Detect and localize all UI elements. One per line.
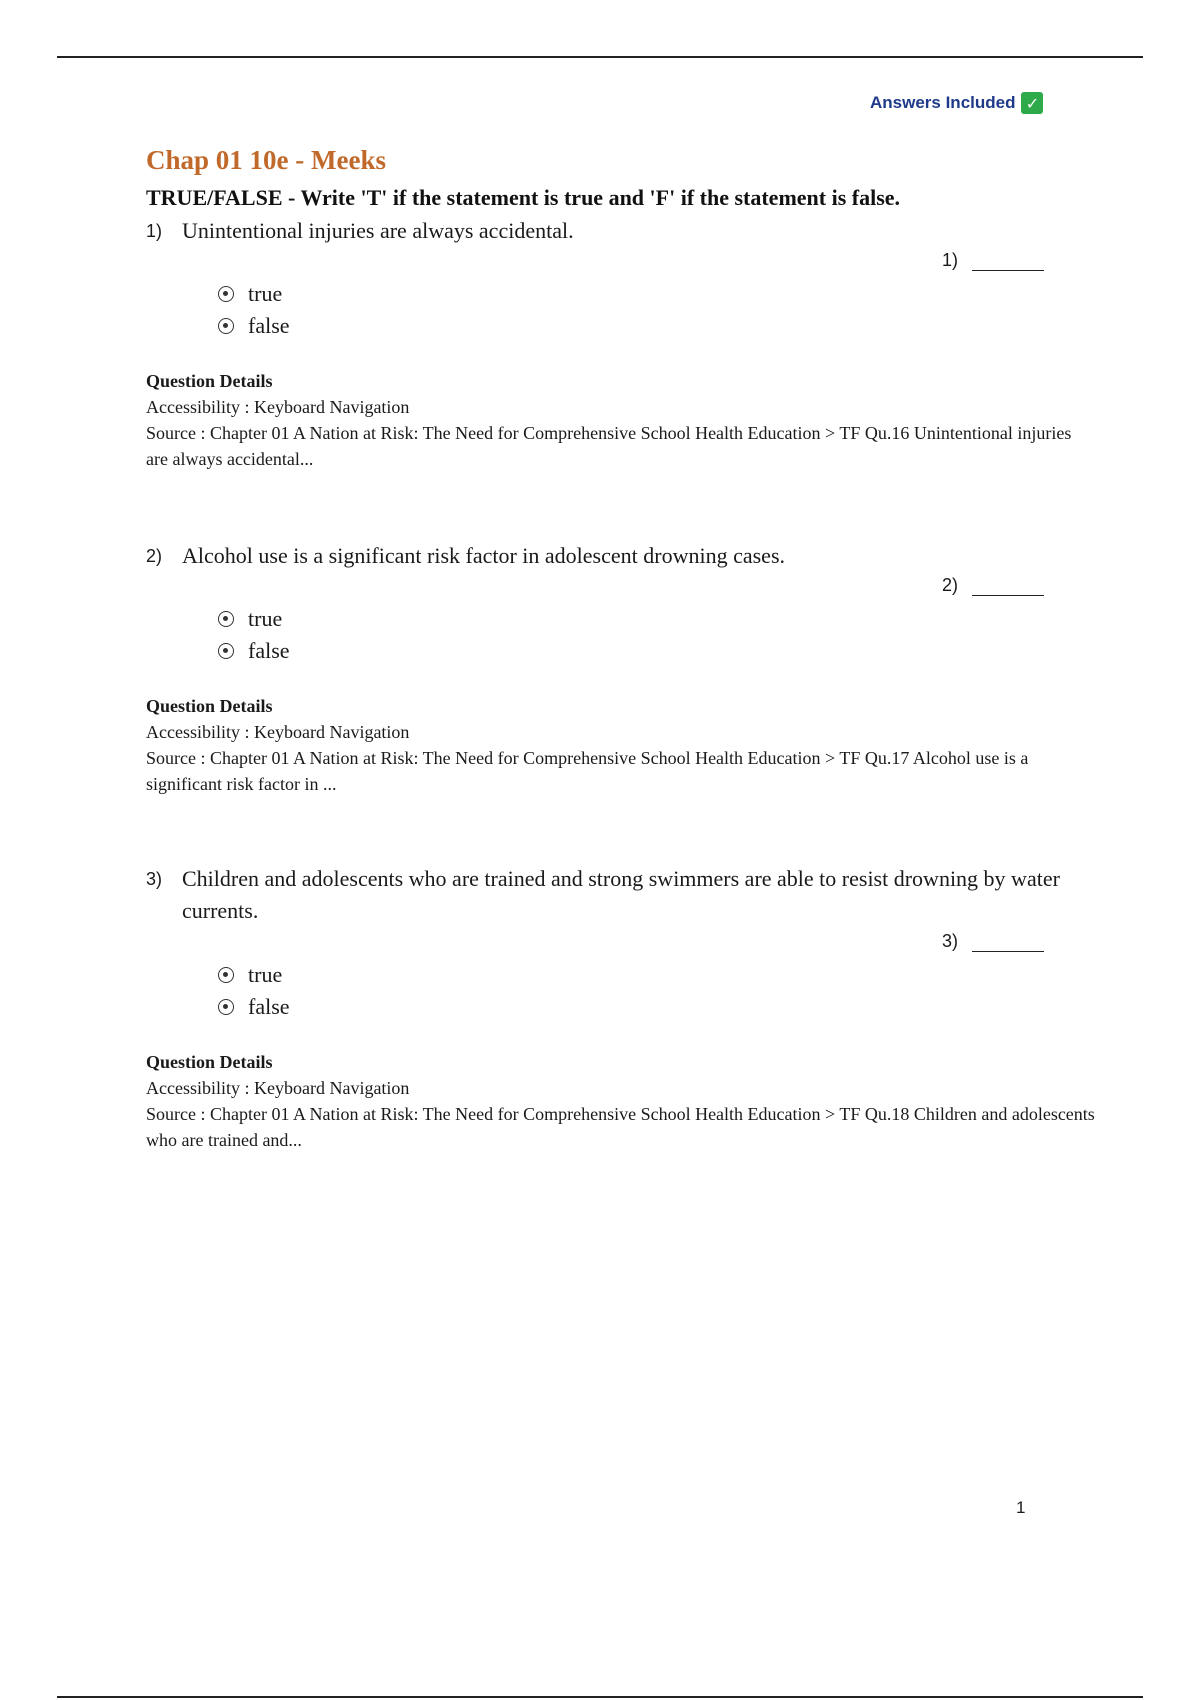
- question-text: Unintentional injuries are always accidental.: [182, 218, 574, 243]
- source-line: Source : Chapter 01 A Nation at Risk: The Need for Comprehensive School Health Education > TF Qu.18 Children and adolescents who are trained and...: [146, 1104, 1095, 1150]
- question-details-heading: Question Details: [146, 696, 273, 716]
- question-text: Children and adolescents who are trained and strong swimmers are able to resist drowning by water currents.: [182, 866, 1060, 923]
- question-3: [146, 863, 1096, 1150]
- option-label: true: [248, 606, 283, 631]
- source-line: Source : Chapter 01 A Nation at Risk: The Need for Comprehensive School Health Education > TF Qu.16 Unintentional injuries are always accidental...: [146, 423, 1072, 469]
- answer-blank-line[interactable]: [972, 252, 1044, 271]
- option-label: true: [248, 962, 283, 987]
- answers-included-badge: [870, 92, 1043, 114]
- radio-icon[interactable]: [218, 286, 234, 302]
- option-true[interactable]: [218, 278, 290, 310]
- radio-icon[interactable]: [218, 967, 234, 983]
- section-instructions: TRUE/FALSE - Write 'T' if the statement is true and 'F' if the statement is false.: [146, 185, 901, 210]
- option-true[interactable]: [218, 603, 290, 635]
- question-details-heading: Question Details: [146, 1052, 273, 1072]
- bottom-rule: [57, 1696, 1143, 1698]
- radio-icon[interactable]: [218, 643, 234, 659]
- answer-blank-line[interactable]: [972, 933, 1044, 952]
- accessibility-line: Accessibility : Keyboard Navigation: [146, 1078, 410, 1098]
- question-details-1: [146, 368, 1096, 472]
- accessibility-line: Accessibility : Keyboard Navigation: [146, 397, 410, 417]
- radio-icon[interactable]: [218, 318, 234, 334]
- answer-blank-1[interactable]: [942, 250, 1044, 271]
- options-3: [218, 959, 290, 1023]
- top-rule: [57, 56, 1143, 58]
- option-label: false: [248, 994, 290, 1019]
- option-label: false: [248, 313, 290, 338]
- question-details-2: [146, 693, 1096, 797]
- radio-icon[interactable]: [218, 611, 234, 627]
- answer-number: 2): [942, 575, 959, 595]
- option-false[interactable]: [218, 310, 290, 342]
- source-line: Source : Chapter 01 A Nation at Risk: The Need for Comprehensive School Health Education > TF Qu.17 Alcohol use is a significant risk factor in ...: [146, 748, 1029, 794]
- question-details-3: [146, 1049, 1096, 1153]
- option-false[interactable]: [218, 991, 290, 1023]
- answer-blank-3[interactable]: [942, 931, 1044, 952]
- radio-icon[interactable]: [218, 999, 234, 1015]
- question-1: [146, 215, 1096, 469]
- accessibility-line: Accessibility : Keyboard Navigation: [146, 722, 410, 742]
- options-2: [218, 603, 290, 667]
- option-label: true: [248, 281, 283, 306]
- document-title: Chap 01 10e - Meeks: [146, 145, 386, 175]
- page-number: 1: [1016, 1498, 1026, 1517]
- answer-number: 1): [942, 250, 959, 270]
- option-label: false: [248, 638, 290, 663]
- option-false[interactable]: [218, 635, 290, 667]
- question-details-heading: Question Details: [146, 371, 273, 391]
- answer-blank-2[interactable]: [942, 575, 1044, 596]
- options-1: [218, 278, 290, 342]
- answer-number: 3): [942, 931, 959, 951]
- question-number: 1): [146, 221, 163, 241]
- question-number: 3): [146, 869, 163, 889]
- check-icon: ✓: [1021, 92, 1043, 114]
- question-2: [146, 540, 1096, 794]
- answer-blank-line[interactable]: [972, 577, 1044, 596]
- question-text: Alcohol use is a significant risk factor in adolescent drowning cases.: [182, 543, 786, 568]
- option-true[interactable]: [218, 959, 290, 991]
- question-number: 2): [146, 546, 163, 566]
- badge-text: Answers Included: [870, 93, 1016, 112]
